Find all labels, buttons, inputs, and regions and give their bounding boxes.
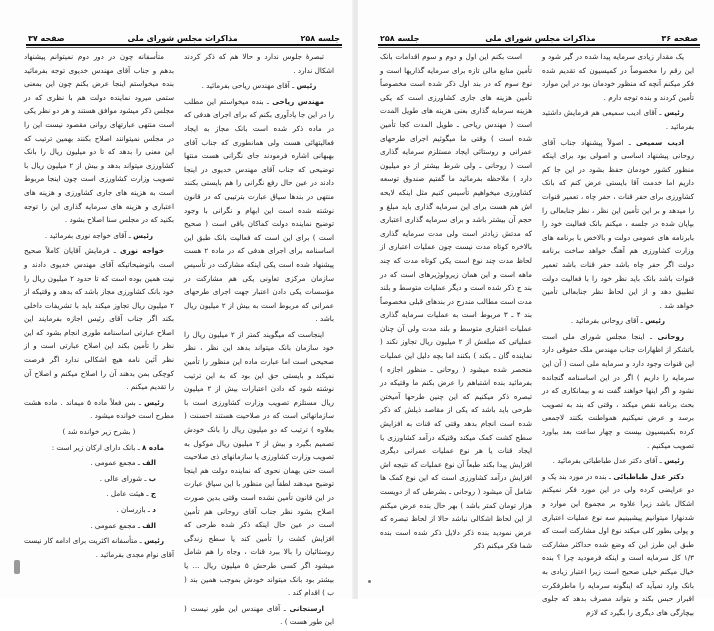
speaker-name: رئیس: [296, 81, 317, 91]
speaker-name: رئیس: [645, 316, 666, 326]
paragraph: رئیس ـ بس فعلاً ماده ۵ میماند . ماده هشت مطرح است خوانده میشود .: [24, 397, 174, 421]
paragraph: رئیس ـ متأسفانه اکثریت برای ادامه کار نیست آقای نوام مجدی بفرمائید .: [24, 536, 174, 559]
paragraph: رئیس ـ آقای خواجه نوری بفرمائید .: [44, 230, 154, 240]
speaker-name: رئیس: [144, 536, 164, 546]
paragraph: است بکنم این اول و دوم و سوم اقدامات بانک تأمین منابع مالی تازه برای سرمایه گذاریها است و نوع سوم که در بند اول ذکر شده است مخصوصاً تأمین هزینه های جاری کشاورزی است که یکی هزینه سرمایه گذاری بعنی هزینه های طویل المدت است ( مهندس ریاحی ـ طویل المدت کجا تأمین شده است ) وقتی ما میگوئیم اجرای طرحهای عمرانی و روستائی ایجاد مستلزم سرمایه گذاری است ( روحانی ـ ولی شرط بیشتر از دو میلیون دارد ) ملاحظه بفرمائید ما گفتیم صندوق توسعه کشاورزی میخواهیم تأسیس کنیم مثل اینکه لایحه اش هم هست برای این سرمایه گذاری باید مبلغ و حجم آن بیشتر باشد و برای سرمایه گذاری اعتباری که مدتش زیادتر است ولی مدت سرمایه گذاری بالاخره کوتاه مدت نیست چون عملیات اعتباری از لحاظ مدت چند نوع است یکی کوتاه مدت که چند ماهه است و این همان زیرولوژیرهای است که در بند ج ذکر شده است و دیگر عملیات متوسط و بلند مدت است مطالب مندرج در بندهای قبلی مخصوصاً بند ۴ ـ ۳ مربوط است به عملیات سرمایه گذاری عملیات اعتباری متوسط و بلند مدت ولی آن چنان عملیاتی که مبلغش از ۲ میلیون ریال تجاوز نکند ( نماینده گان ـ بکند ) بکنند اما بچه دلیل این عملیات منحصر شده میشود ( روحانی ـ منظور اجازه ) بفرمائید بنده اشتباهم را عرض بکنم ما وقتیکه در تبصره ذکر میکنیم که این چنین طرحها آمیختن طرحی باید باشد که یکی از مقاصد ذیلش که ذکر شده است انجام بدهد وقتی که قنات به افزایش سطح کشت کمک میکند وقتیکه درآمد کشاورزی با ایجاد قنات یا هر نوع عملیات عمرانی دیگری افزایش پیدا بکند طبعاً آن نوع عملیات که نتیجه اش افزایش درآمد کشاورزی است که این نوع کمک ها شامل آن میشود ( روحانی ـ بشرطی که از دویست هزار تومان کمتر باشد ) بهر حال بنده عرض میکنم از این لحاظ اشکالی نباشد حالا از لحاظ تبصره که عرض نمودید بنده ذکر دلایل ذکر شده است بنده شما فکر میکنم ذکر: [380, 52, 532, 551]
session-number: جلسه ۲۵۸: [300, 34, 340, 43]
paragraph: مهندس ریاحی ـ بنده میخواستم این مطلب را در این جا یادآوری بکنم که برای اجرای هدفی که در ماده ذکر شده است بانک مجاز به ایجاد فعالیتهائی هست ولی همانطوری که جناب آقای بهبهانی اشاره فرمودند جای نگرانی هست منتها توضیحی که جناب آقای مهندس خدیوی در اینجا دادند در عین حال رفع نگرانی را هم بایستی بکنند منتهی در بندها سیاق عبارت بترتیبی که در قانون نوشته شده است این ابهام و نگرانی با وجود توضیح نماینده دولت کماکان باقی است ( صحیح است ) برای این است که فعالیت بانک طبق این اساسنامه برای اجرای هدفی که در ماده ۲ هست پیشنهاد شده است یکی اینکه مشارکت در تأسیس سازمان مرکزی تعاونی یکی هم مشارکت در مؤسسات یکی دادن اعتبار جهت اجرای طرحهای عمرانی که مربوط است به بیش از ۲ میلیون ریال باشد .: [184, 96, 334, 324]
list-item: الف ـ مجمع عمومی .: [90, 458, 156, 468]
paragraph: اینجاست که میگویند کمتر از ۲ میلیون ریال را خود سازمان بانک میتواند بدهد این نظر ، نظر صحیحی است اما عبارت ماده این منظور را تأمین نمیکند و بایستی حق این بود که به این ترتیب نوشته شود که دادن اعتبارات بیش از ۲ میلیون ریال مستلزم تصویب وزارت کشاورزی است با سازمانهائی است که در صلاحیت هستند احسنت ( بعلاوه ) ترتیب که دو میلیون ریال را بانک خودش تصمیم بگیرد و بیش از ۲ میلیون ریال موکول به تصویب وزارت کشاورزی یا سازمانهای ذی صلاحیت است حتی بهمان نحوی که نماینده دولت هم اینجا توضیح میدهند لطفاً این منظور با این سیاق عبارت در این قانون تأمین نشده است وقتی بدین صورت اصلاح بشود نظر جناب آقای روحانی هم تأمین است در عین حال اینکه ذکر شده طرحی که افزایش کشت را تأمین کند یا سطح زندگی روستائیان را بالا ببرد قنات ، وجاه را هم شامل میشود اگر کسی طرحش ۵ میلیون ریال ... یا بیشتر بود بانک میتواند خودش بموجب همین بند ( ب ) اقدام کند .: [184, 329, 335, 598]
scan-artifact: [14, 560, 20, 574]
session-number: جلسه ۲۵۸: [380, 34, 420, 43]
header-rule: [378, 44, 700, 46]
paragraph: خواجه نوری ـ فرمایش آقایان کاملاً صحیح است باتوضیحاتیکه آقای مهندس خدیوی دادند و نیت همین بوده است که تا حدود ۲ میلیون ریال را خود بانک کشاورزی مجاز باشد که بدهد و وقتیکه از ۲ میلیون ریال تجاوز میکند باید با تشریفات داخلی بکند اگر جناب آقای رئیس اجازه بفرمایند این اصلاح عبارتی اساسنامه طوری انجام بشود که این نظر را تأمین بکند این اصلاح عبارتی است و از نظر آئین نامه هیچ اشکالی ندارد اگر فرصت کوچکی بمن بدهند آن را اصلاح میکنم و اصلاح آن را تقدیم میکنم .: [24, 246, 175, 392]
article-heading: ماده ۸ ـ بانک دارای ارکان زیر است :: [51, 442, 164, 452]
paragraph: رئیس ـ آقای ادیب سمیعی هم فرمایش داشتید بفرمائید .: [542, 108, 694, 131]
paragraph: رئیس ـ آقای روحانی بفرمائید .: [570, 316, 666, 326]
speaker-name: ادیب سمیعی: [636, 137, 684, 147]
scan-artifact: [368, 580, 371, 583]
paragraph: متأسفانه چون در دور دوم نمیتوانم پیشنهاد بدهم و جناب آقای مهندس خدیوی توجه بفرمائید بنده میخواستم اینجا عرض بکنم چون این بمعنی ستمی میرود نماینده دولت هم با نظری که در مجلس ذکر میشود موافق هستند و هر دو نظر یکی است منتهی عبارتهای روانی مقصود نیست این را در مجلس نمیتوانند اصلاح بکنند بهمین ترتیب که این معنی را بدهد که تا دو میلیون ریال را بانک کشاورزی میتواند بدهد و بیش از ۲ میلیون ریال با تصویب وزارت کشاورزی است چون اینجا مربوط است به هزینه های جاری کشاورزی و هزینه های اعتباری و هزینه های سرمایه گذاری این را توجه بکنید که در مجلس سنا اصلاح بشود .: [24, 52, 174, 225]
right-page: [358, 0, 714, 617]
speaker-name: مهندس ریاحی: [272, 96, 324, 106]
page-number: صفحه ۳۷: [28, 34, 65, 43]
reading-note: ( بشرح زیر خوانده شد ): [62, 427, 136, 437]
speaker-name: دکتر عدل طباطبائی: [613, 471, 684, 481]
left-page-header: [28, 29, 340, 43]
right-page-header: [380, 29, 698, 43]
speaker-name: رئیس: [664, 456, 684, 466]
list-item: ج ـ هیئت عامل .: [106, 489, 156, 499]
paragraph: رئیس ـ آقای دکتر عدل طباطبائی بفرمائید .: [552, 456, 684, 466]
paragraph: ادیب سمیعی ـ اصولاً پیشنهاد جناب آقای روحانی پیشنهاد اساسی و اصولی بود برای اینکه منظور کشور خودمان حفظ بشود در این جا کم داریم اما خدمت آقا بایستی عرض کنم که بانک کشاورزی برای حفر قنات ، حفر چاه ، تعمیر قنوات را میدهد و بر این تأمین این نظر ، نظر جنابعالی را بپایان شده در جلسه ، میکنم بانک فعالیت خود را بابرنامه های عمومی دولت و بالاخص با برنامه های وزارت کشاورزی هم آهنگ خواهد ساخت برنامه دولت اگر حفر چاه باشد حفر قنات باشد تعمیر قنوات باشد بانک باید نظر خود را با فعالیت دولت تطبیق دهد و از این لحاظ نظر جنابعالی تأمین خواهد شد .: [542, 137, 694, 310]
running-title: مذاکرات مجلس شورای ملی: [127, 34, 238, 43]
left-page: [0, 0, 354, 627]
speaker-name: خواجه نوری: [119, 246, 164, 256]
list-item: ب ـ شورای عالی .: [99, 473, 156, 483]
right-page-column-1: [542, 50, 694, 621]
left-page-column-1: [184, 50, 334, 631]
left-page-column-2: [24, 50, 174, 563]
list-item: د ـ بازرسان .: [116, 505, 156, 514]
paragraph: یک مقدار زیادی سرمایه پیدا شده در گیر شود و این رقم را مخصوصاً در کمیسیون که تقدیم شده فکر میکنم آنچه که منظور خودمان بود در این موارد تأمین کردند و بنده توجه دارم .: [542, 52, 694, 102]
speaker-name: رئیس: [664, 108, 684, 118]
running-title: مذاکرات مجلس شورای ملی: [485, 34, 596, 43]
list-item: الف ـ مجمع عمومی .: [90, 520, 156, 530]
speaker-name: رئیس: [144, 397, 164, 407]
paragraph: روحانی ـ اینجا مجلس شورای ملی است باتشکر از اظهارات جناب مهندس ملک حقوقی دارد این قنوات وجود دارد و سرمایه ملی است ( آن این سرمایه را داریم ) اگر در این اساسنامه گنجانده نشود و اگر اینها خواهند گفت نه و بیمانکاری که در بحث برنامه نقص میکند ، وقتی که بند به تصویب برسد و عرض نمیکنیم همواطنت بکنند لاجمعی کرده بکمیسیون بیست و چهار ساعت بعد بیاورد تصویب میکنیم .: [542, 331, 694, 450]
paragraph: رئیس ـ آقای مهندس ریاحی بفرمائید .: [201, 81, 317, 91]
speaker-name: روحانی: [657, 331, 684, 341]
header-rule: [26, 44, 342, 46]
paragraph: ارسنجانی ـ آقای مهندس این طور نیست ( این طور هست ) .: [184, 603, 334, 627]
paragraph: دکتر عدل طباطبائی ـ بنده در مورد بند یک و دو عرایضی کرده ولی در این مورد فکر نمیکنم اشکال باشد زیرا علاوه بر مجموع این موارد و شدنهارا میتوانیم پیشبینیم سه نوع عملیات اعتباری و پولی بطور کلی میکند نوع اول مشارکت است که طبق این طرز این که وضع شده حداکثر مشارکت ۱/۳ کل سرمایه است و اینکه فرمودید چرا ؟ بنده خیال میکنم خیلی صحیح است زیرا اعتبار زیادی به بانک وارد نمیآید که اینگونه سرمایه را ماطرفکرت اقبرار حبس بکند و بتواند مصرف بدهد که جلوی بیچارگی های دیگری را بگیرد که لازم: [542, 471, 694, 617]
speaker-name: رئیس: [133, 230, 154, 240]
speaker-name: ارسنجانی: [289, 603, 324, 613]
right-page-column-2: [380, 50, 532, 555]
paragraph: تبصرهٔ جلوس ندارد و حالا هم که ذکر کردند اشکال ندارد .: [184, 52, 334, 75]
page-number: صفحه ۳۶: [661, 34, 698, 43]
